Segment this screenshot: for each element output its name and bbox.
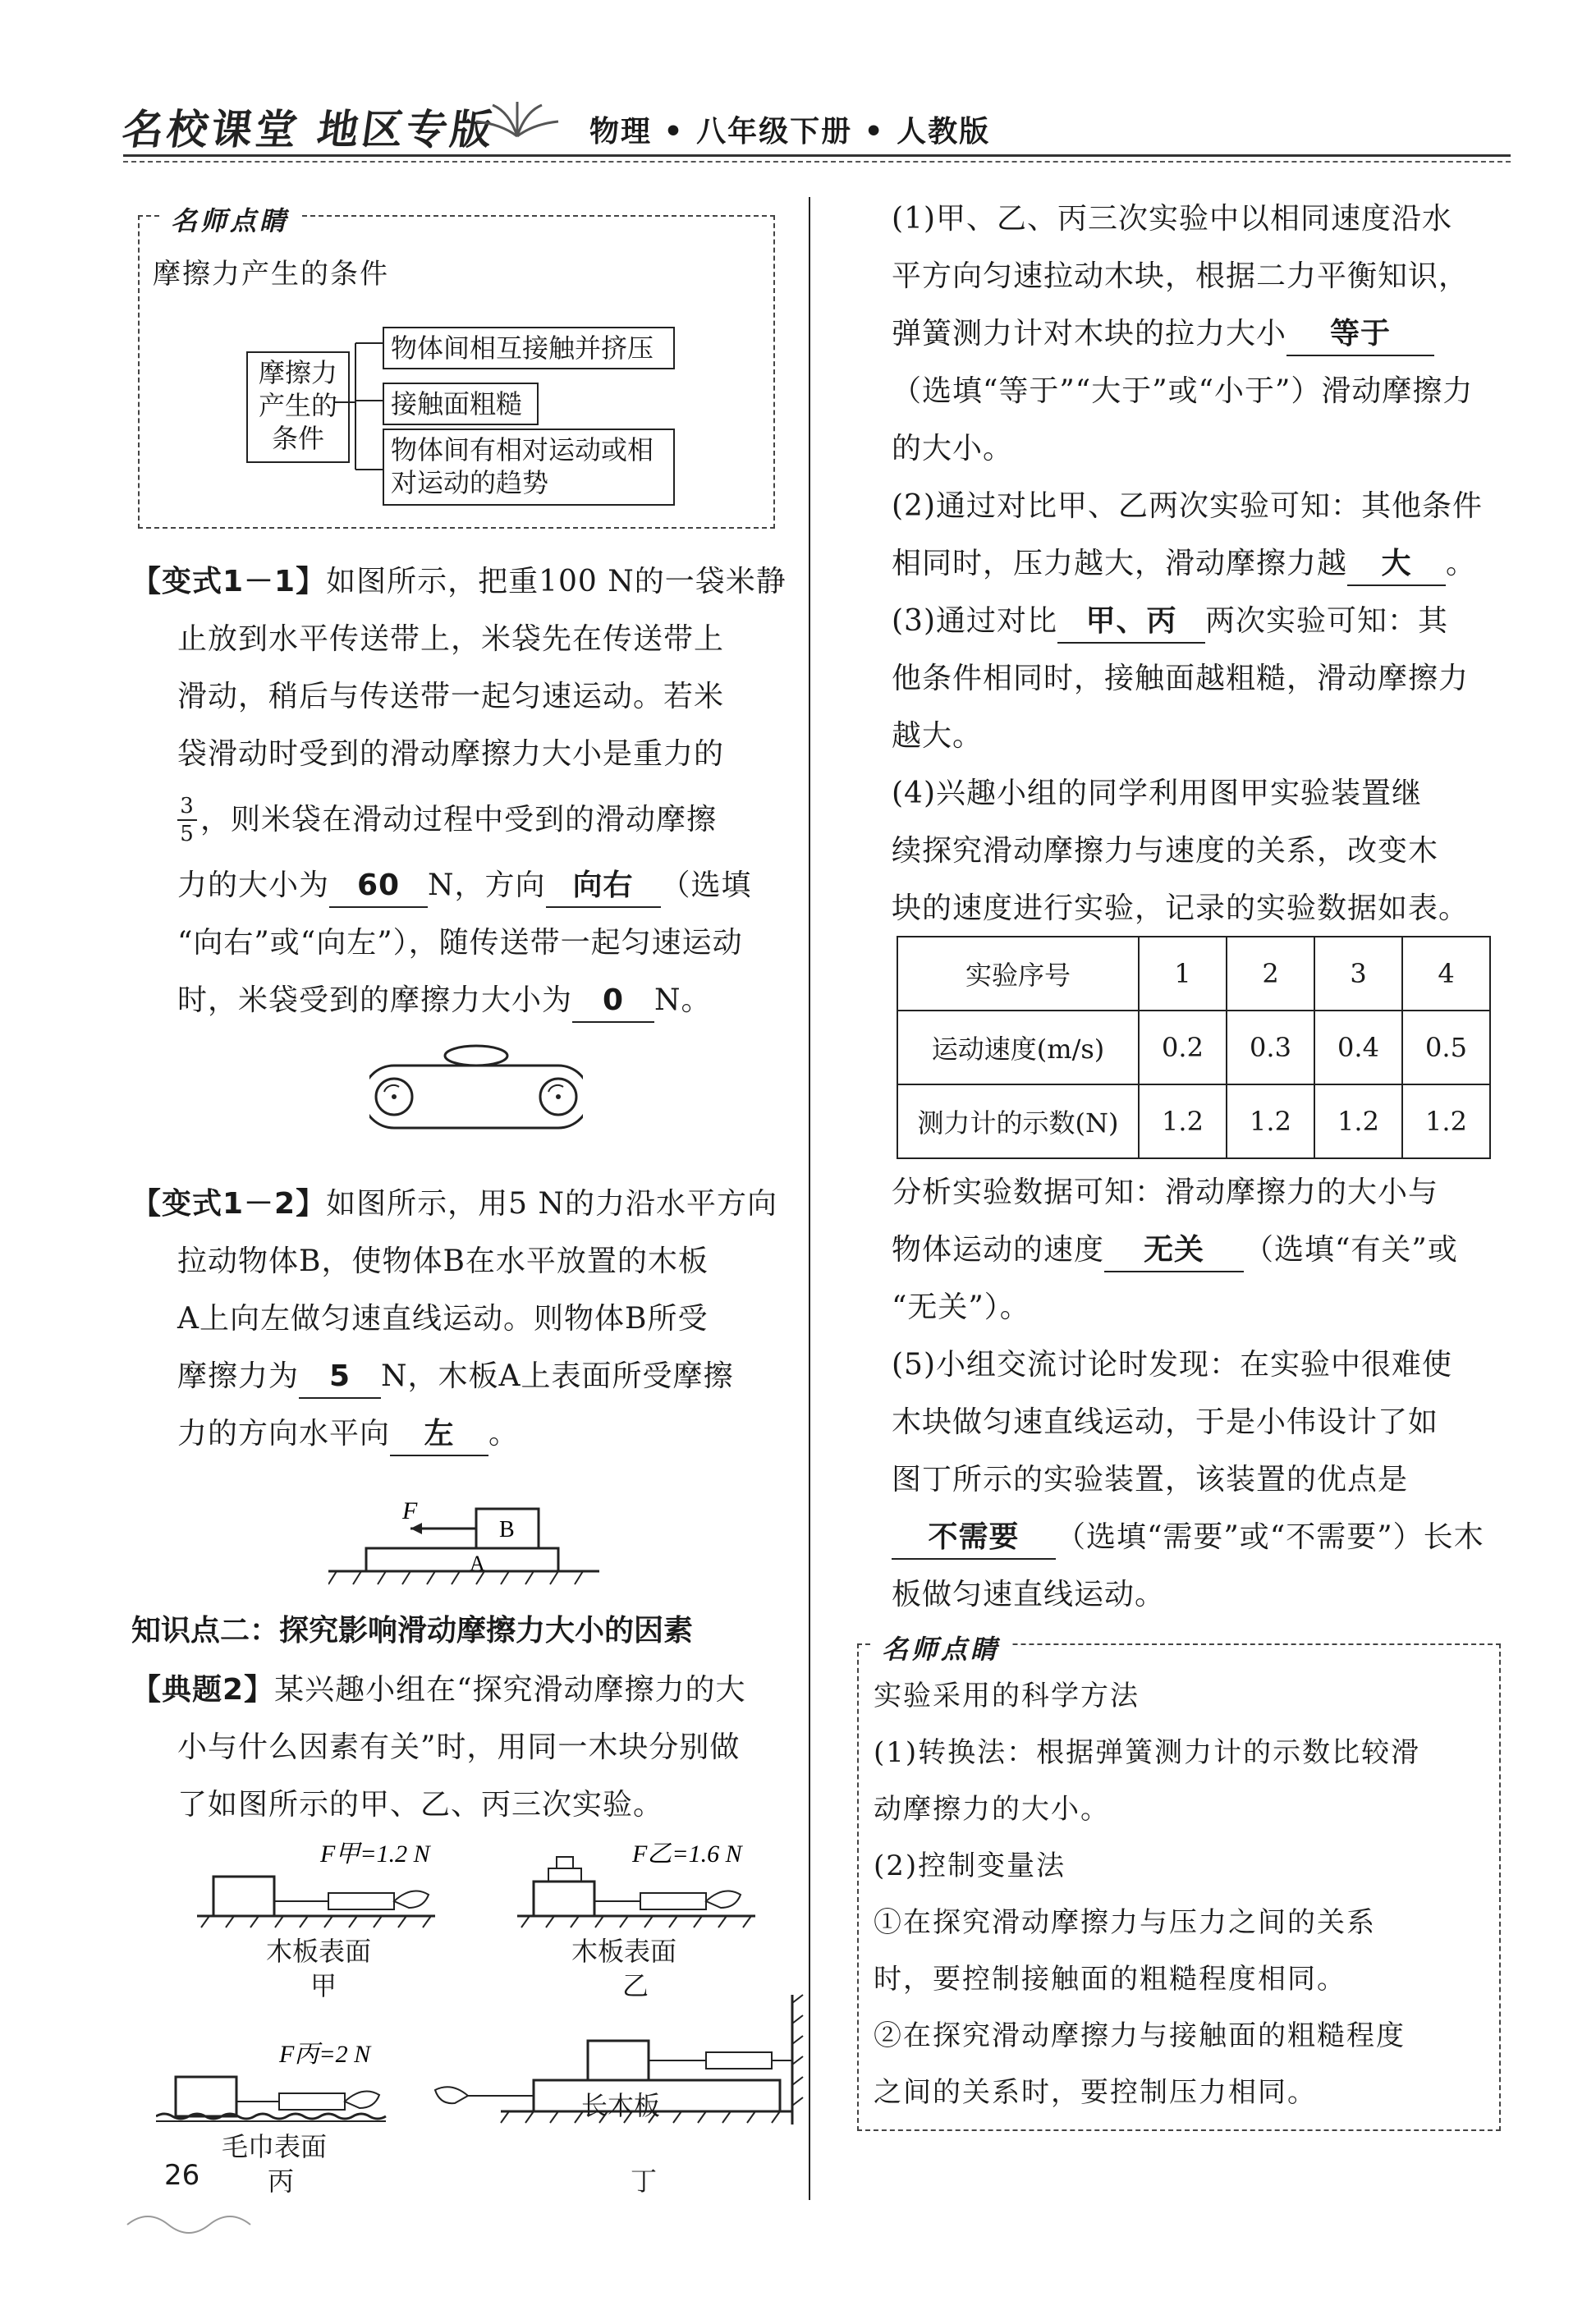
variant-1-2-tag: 【变式1－2】: [131, 1187, 327, 1221]
answer-q1[interactable]: 等于: [1286, 314, 1434, 356]
table-cell: 1.2: [1314, 1084, 1402, 1158]
hand-icon: [345, 2092, 379, 2109]
answer-friction[interactable]: 5: [299, 1356, 381, 1399]
q1-line1: (1)甲、乙、丙三次实验中以相同速度沿水: [892, 202, 1452, 236]
v12-t5a: 力的方向水平向: [177, 1417, 391, 1451]
q2-line1: (2)通过对比甲、乙两次实验可知：其他条件: [892, 489, 1483, 523]
v12-t5b: 。: [488, 1417, 520, 1451]
weight-icon: [557, 1857, 573, 1868]
header-rule: [123, 154, 1511, 157]
q4-line5: [892, 1222, 1516, 1279]
concept-center: 摩擦力产生的条件: [246, 351, 350, 463]
experiment-yi-figure: [509, 1832, 772, 1931]
block-b-label: B: [499, 1517, 515, 1542]
data-table: [897, 936, 1491, 1159]
right-questions-a: [892, 190, 1516, 937]
v12-line4: [131, 1348, 788, 1405]
v11-line5-row: [131, 783, 788, 857]
table-cell: 1.2: [1139, 1084, 1227, 1158]
q4-line3: 块的速度进行实验，记录的实验数据如表。: [892, 892, 1470, 925]
tip2-line2: (1)转换法：根据弹簧测力计的示数比较滑: [874, 1736, 1421, 1769]
q3-line1-end: 两次实验可知：其: [1205, 604, 1449, 638]
answer-zero[interactable]: 0: [572, 980, 654, 1023]
spring-scale-icon: [706, 2052, 772, 2069]
v12-line2: 拉动物体B，使物体B在水平放置的木板: [177, 1244, 709, 1278]
table-row-speed: [897, 1011, 1490, 1084]
answer-q4[interactable]: 无关: [1104, 1230, 1244, 1272]
table-cell: 0.2: [1139, 1011, 1227, 1084]
block-on-board-figure: [328, 1494, 599, 1593]
v11-line2: 止放到水平传送带上，米袋先在传送带上: [177, 622, 725, 656]
yi-name: 乙: [622, 1970, 649, 2001]
example-2: [131, 1662, 788, 1834]
tip2-line6: 时，要控制接触面的粗糙程度相同。: [874, 1963, 1346, 1996]
v11-t6c: （选填: [660, 869, 752, 902]
series-title: 名校课堂 地区专版: [119, 106, 498, 154]
q2-line2-end: 。: [1446, 547, 1477, 580]
column-divider: [809, 197, 810, 2200]
table-cell: 3: [1314, 937, 1402, 1011]
answer-q5[interactable]: 不需要: [892, 1517, 1056, 1560]
conveyor-belt-figure: [369, 1039, 583, 1130]
hand-icon: [706, 1891, 741, 1909]
q4-line4: 分析实验数据可知：滑动摩擦力的大小与: [892, 1176, 1439, 1209]
header-dashed-rule: [123, 161, 1511, 163]
q4-line5-end: （选填“有关”或: [1244, 1233, 1458, 1267]
spring-scale-icon: [279, 2093, 345, 2110]
table-cell: 4: [1402, 937, 1490, 1011]
q1-line3-text: 弹簧测力计对木块的拉力大小: [892, 317, 1287, 351]
table-cell: 实验序号: [897, 937, 1139, 1011]
answer-q3[interactable]: 甲、丙: [1057, 601, 1205, 644]
v11-line4: 袋滑动时受到的滑动摩擦力大小是重力的: [177, 737, 725, 771]
concept-branch-2: 接触面粗糙: [383, 383, 539, 425]
tip2-line3: 动摩擦力的大小。: [874, 1793, 1110, 1826]
right-questions-b: [892, 1164, 1516, 1624]
ex2-line2: 小与什么因素有关”时，用同一木块分别做: [177, 1730, 741, 1764]
header-subtitle: 物理 • 八年级下册 • 人教版: [589, 115, 991, 149]
v11-t6b: N，方向: [428, 869, 546, 902]
bing-force: F丙=2 N: [279, 2041, 371, 2068]
table-cell: 测力计的示数(N): [897, 1084, 1139, 1158]
bing-name: 丙: [268, 2166, 295, 2197]
ding-board-label: 长木板: [581, 2090, 661, 2121]
answer-direction[interactable]: 向右: [546, 865, 661, 908]
v11-line3: 滑动，稍后与传送带一起匀速运动。若米: [177, 680, 725, 713]
tip2-line7: ②在探究滑动摩擦力与接触面的粗糙程度: [874, 2019, 1406, 2052]
tip-title: 名师点睛: [161, 200, 299, 238]
tip2-line4: (2)控制变量法: [874, 1850, 1066, 1882]
fraction-denominator: 5: [177, 819, 197, 847]
q3-line1-text: (3)通过对比: [892, 604, 1057, 638]
ex2-line1: 某兴趣小组在“探究滑动摩擦力的大: [274, 1673, 746, 1707]
q1-line3: [892, 305, 1516, 363]
v12-t4a: 摩擦力为: [177, 1359, 300, 1393]
rice-bag: [445, 1046, 507, 1066]
tip2-line5: ①在探究滑动摩擦力与压力之间的关系: [874, 1906, 1376, 1939]
table-row-force: [897, 1084, 1490, 1158]
ex2-line3: 了如图所示的甲、乙、丙三次实验。: [177, 1788, 664, 1822]
q4-line2: 续探究滑动摩擦力与速度的关系，改变木: [892, 834, 1439, 868]
footer-ornament-icon: [123, 2208, 263, 2241]
answer-direction-left[interactable]: 左: [390, 1414, 488, 1456]
v11-line1: 如图所示，把重100 N的一袋米静: [326, 565, 787, 598]
v11-line8: [131, 972, 788, 1029]
concept-bracket: [335, 337, 384, 501]
fraction: [177, 793, 197, 847]
q4-line6: “无关”）。: [892, 1290, 1030, 1324]
q5-line4-text: （选填“需要”或“不需要”）长木: [1056, 1520, 1484, 1554]
q5-line5: 板做匀速直线运动。: [892, 1578, 1166, 1611]
answer-q2[interactable]: 大: [1347, 543, 1446, 586]
table-cell: 运动速度(m/s): [897, 1011, 1139, 1084]
tip-heading: 摩擦力产生的条件: [153, 258, 389, 291]
variant-1-1-tag: 【变式1－1】: [131, 565, 327, 598]
table-cell: 0.4: [1314, 1011, 1402, 1084]
towel-surface: [156, 2114, 386, 2119]
jia-surface: 木板表面: [266, 1936, 372, 1967]
v11-line6: [131, 857, 788, 914]
concept-branch-3: 物体间有相对运动或相对运动的趋势: [383, 429, 675, 506]
force-label: F: [402, 1497, 418, 1524]
yi-surface: 木板表面: [571, 1936, 677, 1967]
table-cell: 1: [1139, 937, 1227, 1011]
v11-t8a: 时，米袋受到的摩擦力大小为: [177, 983, 573, 1017]
q5-line2: 木块做匀速直线运动，于是小伟设计了如: [892, 1405, 1439, 1439]
table-cell: 1.2: [1227, 1084, 1314, 1158]
q4-line5-text: 物体运动的速度: [892, 1233, 1105, 1267]
hand-icon: [435, 2087, 468, 2103]
jia-name: 甲: [310, 1970, 337, 2001]
example-2-tag: 【典题2】: [131, 1673, 275, 1707]
ding-name: 丁: [631, 2166, 658, 2197]
section-heading: 知识点二：探究影响滑动摩擦力大小的因素: [131, 1614, 694, 1648]
table-cell: 0.5: [1402, 1011, 1490, 1084]
yi-force: F乙=1.6 N: [632, 1840, 742, 1868]
v11-t8b: N。: [654, 983, 712, 1017]
v11-line7: “向右”或“向左”），随传送带一起匀速运动: [177, 926, 743, 960]
tip2-line1: 实验采用的科学方法: [874, 1680, 1140, 1712]
board-a: [366, 1548, 558, 1571]
experiment-jia-figure: [197, 1832, 460, 1931]
q2-line2: [892, 535, 1516, 593]
concept-branch-1: 物体间相互接触并挤压: [383, 327, 675, 369]
table-cell: 0.3: [1227, 1011, 1314, 1084]
fraction-numerator: 3: [180, 794, 195, 818]
q4-line1: (4)兴趣小组的同学利用图甲实验装置继: [892, 777, 1422, 810]
variant-1-2: [131, 1176, 788, 1463]
spring-scale-icon: [640, 1893, 706, 1909]
v12-line1: 如图所示，用5 N的力沿水平方向: [326, 1187, 777, 1221]
table-cell: 1.2: [1402, 1084, 1490, 1158]
tip2-title: 名师点睛: [872, 1629, 1010, 1666]
answer-force[interactable]: 60: [329, 865, 428, 908]
q3-line3: 越大。: [892, 719, 984, 753]
q5-line1: (5)小组交流讨论时发现：在实验中很难使: [892, 1348, 1452, 1382]
v12-line3: A上向左做匀速直线运动。则物体B所受: [177, 1302, 709, 1336]
hand-icon: [394, 1891, 429, 1909]
v12-line5: [131, 1405, 788, 1463]
q2-line2-text: 相同时，压力越大，滑动摩擦力越: [892, 547, 1348, 580]
spring-scale-icon: [328, 1893, 394, 1909]
v12-t4b: N，木板A上表面所受摩擦: [381, 1359, 734, 1393]
variant-1-1: [131, 553, 788, 1029]
tip2-body: [874, 1668, 1497, 2121]
leaf-ornament-icon: [460, 95, 575, 144]
page-number: 26: [164, 2159, 200, 2192]
v11-line5: ，则米袋在滑动过程中受到的滑动摩擦: [200, 803, 718, 837]
experiment-bing-figure: [156, 2033, 419, 2131]
q5-line4: [892, 1509, 1516, 1566]
board-a-label: A: [470, 1552, 485, 1575]
q1-line5: 的大小。: [892, 432, 1014, 465]
q1-line4: （选填“等于”“大于”或“小于”）滑动摩擦力: [892, 374, 1474, 408]
jia-force: F甲=1.2 N: [320, 1840, 430, 1868]
tip2-line8: 之间的关系时，要控制压力相同。: [874, 2076, 1317, 2109]
q3-line2: 他条件相同时，接触面越粗糙，滑动摩擦力: [892, 662, 1470, 695]
q1-line2: 平方向匀速拉动木块，根据二力平衡知识，: [892, 259, 1470, 293]
q5-line3: 图丁所示的实验装置，该装置的优点是: [892, 1463, 1409, 1497]
bing-surface: 毛巾表面: [222, 2131, 328, 2162]
table-header-row: [897, 937, 1490, 1011]
v11-t6a: 力的大小为: [177, 869, 330, 902]
q3-line1: [892, 593, 1516, 650]
table-cell: 2: [1227, 937, 1314, 1011]
